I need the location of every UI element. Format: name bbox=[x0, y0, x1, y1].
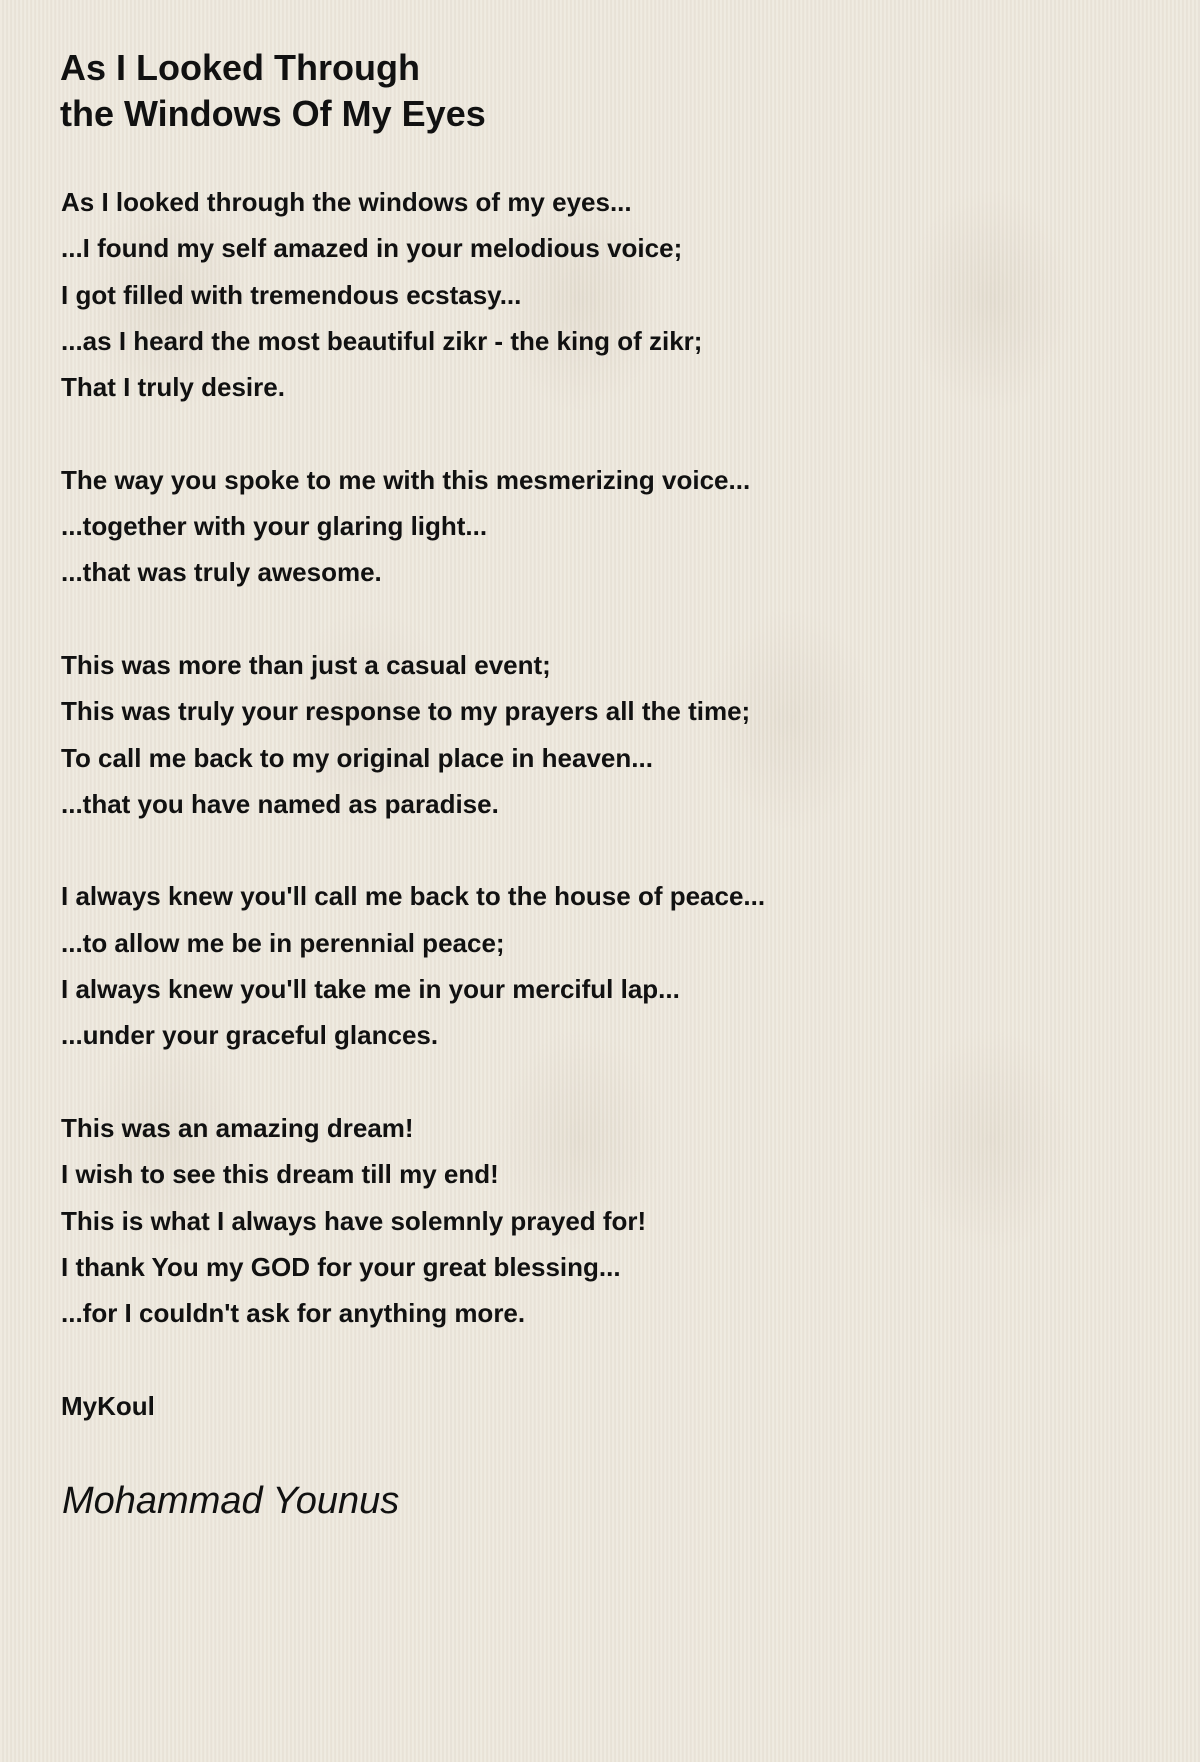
poem-line: I always knew you'll take me in your merciful lap... bbox=[61, 974, 680, 1005]
poem-line: This is what I always have solemnly prayed for! bbox=[61, 1205, 647, 1236]
poem-line: As I looked through the windows of my eyes... bbox=[61, 187, 632, 217]
poem-title-line: As I Looked Through bbox=[60, 47, 420, 88]
poem-body bbox=[61, 179, 765, 1383]
poem-title bbox=[60, 45, 486, 137]
stanza-1 bbox=[61, 179, 765, 410]
poem-line: ...together with your glaring light... bbox=[61, 511, 488, 542]
poem-line: That I truly desire. bbox=[61, 372, 285, 403]
poem-line: I always knew you'll call me back to the house of peace... bbox=[61, 881, 766, 912]
stanza-5 bbox=[61, 1105, 765, 1336]
poem-line: ...that was truly awesome. bbox=[61, 557, 382, 588]
poem-title-line: the Windows Of My Eyes bbox=[60, 93, 486, 134]
poem-line: I thank You my GOD for your great blessing... bbox=[61, 1251, 621, 1282]
poem-signature: MyKoul bbox=[61, 1391, 155, 1421]
poem-author: Mohammad Younus bbox=[62, 1480, 400, 1522]
poem-line: ...under your graceful glances. bbox=[61, 1020, 439, 1051]
poem-line: I got filled with tremendous ecstasy... bbox=[61, 279, 522, 310]
poem-line: This was truly your response to my prayers all the time; bbox=[61, 696, 751, 727]
poem-line: ...to allow me be in perennial peace; bbox=[61, 927, 505, 958]
poem-line: This was more than just a casual event; bbox=[61, 649, 551, 680]
poem-line: ...as I heard the most beautiful zikr - the king of zikr; bbox=[61, 325, 703, 356]
poem-line: I wish to see this dream till my end! bbox=[61, 1159, 499, 1190]
poem-line: The way you spoke to me with this mesmerizing voice... bbox=[61, 464, 751, 495]
poem-line: This was an amazing dream! bbox=[61, 1112, 414, 1143]
poem-line: To call me back to my original place in heaven... bbox=[61, 742, 653, 773]
poem-line: ...I found my self amazed in your melodious voice; bbox=[61, 233, 683, 264]
stanza-4 bbox=[61, 873, 765, 1058]
stanza-2 bbox=[61, 457, 765, 596]
poem-line: ...for I couldn't ask for anything more. bbox=[61, 1298, 526, 1329]
poem-line: ...that you have named as paradise. bbox=[61, 788, 499, 819]
stanza-3 bbox=[61, 642, 765, 827]
